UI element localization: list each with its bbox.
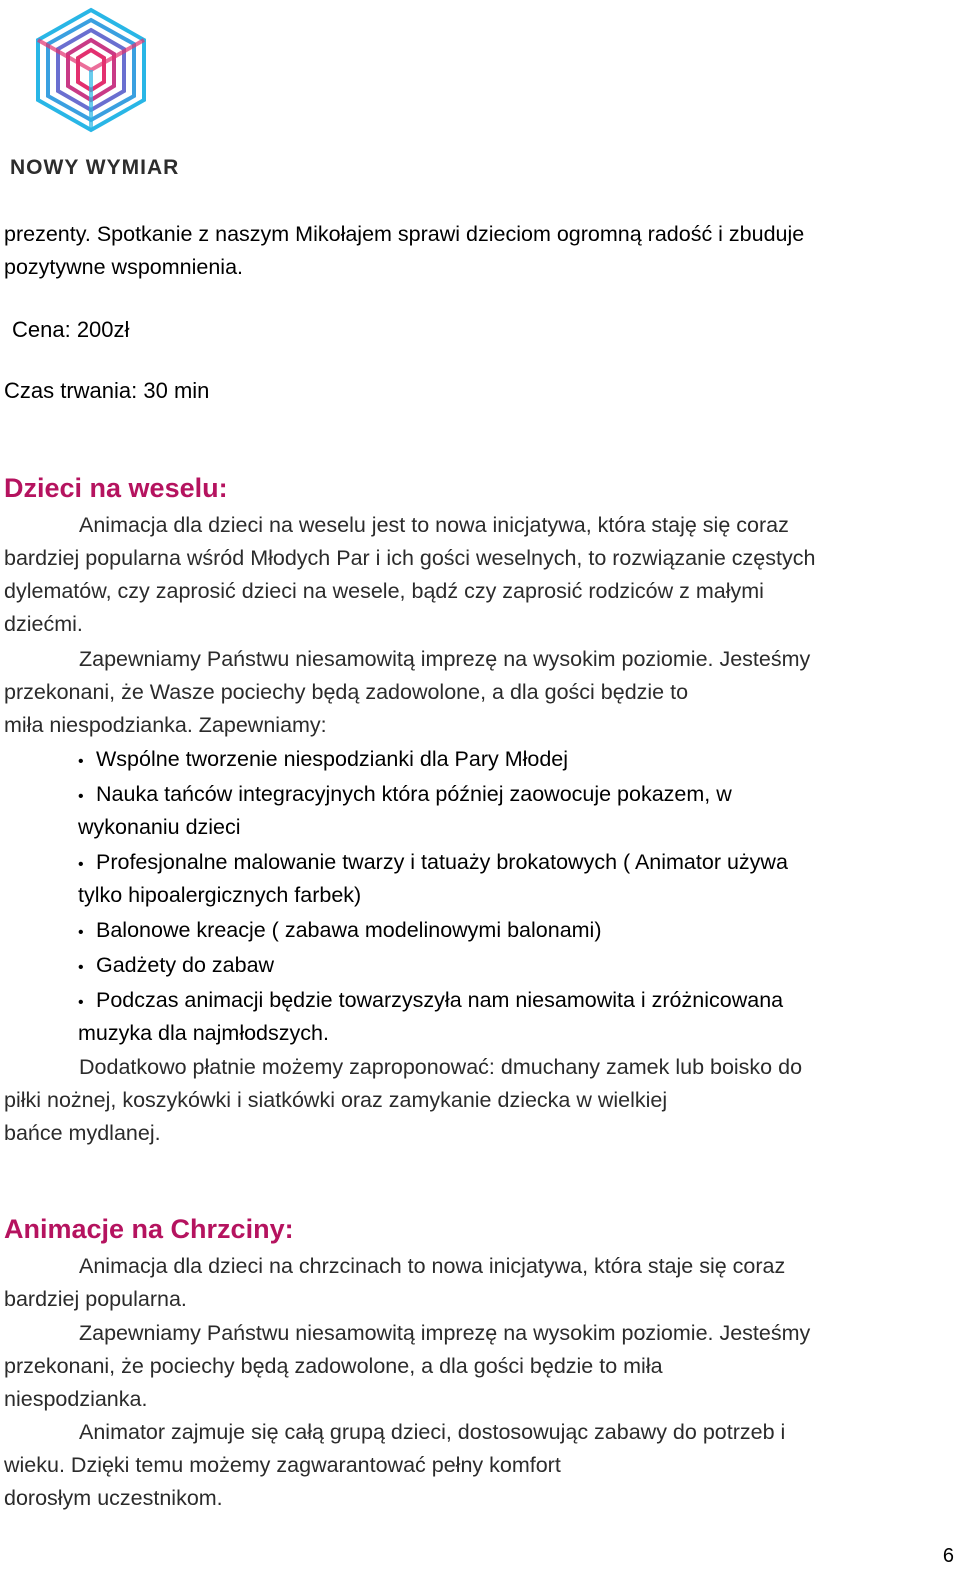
list-item-text: Nauka tańców integracyjnych która później zaowocuje pokazem, w	[96, 782, 732, 806]
bullet-icon: •	[78, 959, 84, 976]
intro-line-1: prezenty. Spotkanie z naszym Mikołajem sprawi dzieciom ogromną radość i zbuduje	[4, 222, 805, 246]
duration-label: Czas trwania: 30 min	[4, 378, 210, 403]
list-item	[78, 743, 568, 778]
text-line: piłki nożnej, koszykówki i siatkówki oraz zamykanie dziecka w wielkiej	[4, 1088, 668, 1112]
list-item-continuation: muzyka dla najmłodszych.	[78, 1021, 329, 1045]
text-line: dorosłym uczestnikom.	[4, 1486, 223, 1510]
list-item-text: Profesjonalne malowanie twarzy i tatuaży brokatowych ( Animator używa	[96, 850, 788, 874]
text-line: bardziej popularna wśród Młodych Par i ich gości weselnych, to rozwiązanie częstych	[4, 546, 816, 570]
logo-mark-icon	[32, 6, 150, 134]
logo	[8, 6, 188, 184]
text-line: Animacja dla dzieci na weselu jest to nowa inicjatywa, która staję się coraz	[79, 513, 789, 537]
list-item-continuation: tylko hipoalergicznych farbek)	[78, 883, 362, 907]
bullet-icon: •	[78, 788, 84, 805]
text-line: przekonani, że Wasze pociechy będą zadowolone, a dla gości będzie to	[4, 680, 689, 704]
text-line: bardziej popularna.	[4, 1287, 187, 1311]
intro-line-2: pozytywne wspomnienia.	[4, 255, 244, 279]
list-item	[78, 846, 788, 881]
list-item-text: Wspólne tworzenie niespodzianki dla Pary Młodej	[96, 747, 569, 771]
text-line: niespodzianka.	[4, 1387, 148, 1411]
text-line: Dodatkowo płatnie możemy zaproponować: dmuchany zamek lub boisko do	[79, 1055, 803, 1079]
text-line: bańce mydlanej.	[4, 1121, 161, 1145]
list-item-text: Balonowe kreacje ( zabawa modelinowymi balonami)	[96, 918, 602, 942]
bullet-icon: •	[78, 994, 84, 1011]
text-line: Zapewniamy Państwu niesamowitą imprezę na wysokim poziomie. Jesteśmy	[79, 1321, 811, 1345]
list-item	[78, 949, 274, 984]
price-label: Cena: 200zł	[12, 317, 130, 342]
text-line: Zapewniamy Państwu niesamowitą imprezę na wysokim poziomie. Jesteśmy	[79, 647, 811, 671]
wedding-heading: Dzieci na weselu:	[4, 473, 228, 503]
text-line: dylematów, czy zaprosić dzieci na wesele, bądź czy zaprosić rodziców z małymi	[4, 579, 764, 603]
page-number: 6	[942, 1545, 954, 1567]
bullet-icon: •	[78, 924, 84, 941]
text-line: wieku. Dzięki temu możemy zagwarantować pełny komfort	[4, 1453, 561, 1477]
christening-heading: Animacje na Chrzciny:	[4, 1214, 294, 1244]
list-item	[78, 914, 602, 949]
text-line: Animacja dla dzieci na chrzcinach to nowa inicjatywa, która staje się coraz	[79, 1254, 786, 1278]
list-item-text: Podczas animacji będzie towarzyszyła nam niesamowita i zróżnicowana	[96, 988, 784, 1012]
text-line: miła niespodzianka. Zapewniamy:	[4, 713, 327, 737]
list-item	[78, 984, 783, 1019]
text-line: przekonani, że pociechy będą zadowolone, a dla gości będzie to miła	[4, 1354, 663, 1378]
bullet-icon: •	[78, 856, 84, 873]
list-item-text: Gadżety do zabaw	[96, 953, 275, 977]
bullet-icon: •	[78, 753, 84, 770]
text-line: dziećmi.	[4, 612, 83, 636]
text-line: Animator zajmuje się całą grupą dzieci, dostosowując zabawy do potrzeb i	[79, 1420, 786, 1444]
list-item	[78, 778, 732, 813]
logo-text: NOWY WYMIAR	[10, 156, 180, 179]
list-item-continuation: wykonaniu dzieci	[78, 815, 241, 839]
